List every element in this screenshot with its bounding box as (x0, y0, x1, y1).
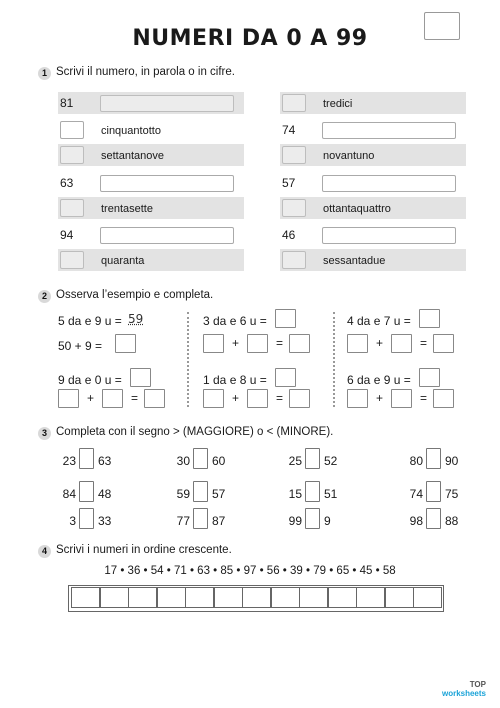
plus-sign: + (376, 391, 384, 405)
sum-answer-box[interactable] (115, 334, 136, 353)
tens-units-prompt: 4 da e 7 u = (347, 314, 411, 328)
right-number: 90 (445, 454, 459, 468)
left-number: 23 (62, 454, 76, 468)
right-number: 75 (445, 487, 459, 501)
ordering-cell[interactable] (328, 587, 357, 608)
number-digits: 63 (60, 176, 74, 190)
tens-units-prompt: 9 da e 0 u = (58, 373, 122, 387)
answer-row-band (280, 92, 466, 114)
tens-box[interactable] (203, 389, 224, 408)
word-answer-field[interactable] (322, 227, 456, 244)
right-number: 57 (212, 487, 226, 501)
digit-answer-box[interactable] (60, 251, 84, 269)
comparison-sign-box[interactable] (305, 508, 320, 529)
digit-answer-box[interactable] (282, 199, 306, 217)
digit-answer-box[interactable] (282, 146, 306, 164)
number-answer-box[interactable] (130, 368, 151, 387)
number-digits: 94 (60, 228, 74, 242)
digit-answer-box[interactable] (282, 251, 306, 269)
number-words: quaranta (101, 255, 145, 267)
equals-sign: = (420, 336, 428, 350)
exercise-4-instruction: Scrivi i numeri in ordine crescente. (56, 544, 232, 556)
ordering-cell[interactable] (157, 587, 186, 608)
tens-box[interactable] (347, 389, 368, 408)
example-sum: 50 + 9 = (58, 339, 103, 353)
left-number: 77 (176, 514, 190, 528)
exercise-2-instruction: Osserva l’esempio e completa. (56, 289, 214, 301)
left-number: 59 (176, 487, 190, 501)
exercise-1-number: 1 (38, 67, 51, 80)
result-box[interactable] (144, 389, 165, 408)
exercise-3-number: 3 (38, 427, 51, 440)
result-box[interactable] (433, 389, 454, 408)
ordering-cell[interactable] (299, 587, 328, 608)
number-digits: 46 (282, 228, 296, 242)
tens-units-prompt: 6 da e 9 u = (347, 373, 411, 387)
right-number: 87 (212, 514, 226, 528)
plus-sign: + (87, 391, 95, 405)
brand-logo (442, 680, 486, 698)
digit-answer-box[interactable] (60, 199, 84, 217)
comparison-sign-box[interactable] (79, 481, 94, 502)
ordering-cell[interactable] (356, 587, 385, 608)
plus-sign: + (232, 391, 240, 405)
comparison-sign-box[interactable] (79, 448, 94, 469)
right-number: 60 (212, 454, 226, 468)
comparison-sign-box[interactable] (426, 481, 441, 502)
comparison-sign-box[interactable] (193, 508, 208, 529)
number-answer-box[interactable] (419, 368, 440, 387)
right-number: 9 (324, 514, 331, 528)
page-title: NUMERI DA 0 A 99 (132, 26, 368, 51)
score-box[interactable] (424, 12, 460, 40)
plus-sign: + (376, 336, 384, 350)
left-number: 25 (288, 454, 302, 468)
digit-answer-box[interactable] (60, 146, 84, 164)
number-words: cinquantotto (101, 125, 161, 137)
equals-sign: = (131, 391, 139, 405)
units-box[interactable] (247, 389, 268, 408)
equals-sign: = (276, 391, 284, 405)
tens-units-prompt: 1 da e 8 u = (203, 373, 267, 387)
word-answer-field[interactable] (322, 122, 456, 139)
equals-sign: = (420, 391, 428, 405)
ordering-cell[interactable] (242, 587, 271, 608)
right-number: 63 (98, 454, 112, 468)
result-box[interactable] (289, 334, 310, 353)
word-answer-field[interactable] (322, 175, 456, 192)
left-number: 30 (176, 454, 190, 468)
units-box[interactable] (391, 334, 412, 353)
answer-row-band (58, 249, 244, 271)
number-sequence: 17 • 36 • 54 • 71 • 63 • 85 • 97 • 56 • 39 • 79 • 65 • 45 • 58 (104, 565, 396, 577)
tens-box[interactable] (347, 334, 368, 353)
number-digits: 57 (282, 176, 296, 190)
tens-box[interactable] (58, 389, 79, 408)
ordering-cell[interactable] (385, 587, 414, 608)
left-number: 80 (409, 454, 423, 468)
ordering-cell[interactable] (128, 587, 157, 608)
ordering-cell[interactable] (71, 587, 100, 608)
digit-answer-box[interactable] (60, 121, 84, 139)
exercise-1-instruction: Scrivi il numero, in parola o in cifre. (56, 66, 235, 78)
column-divider (333, 312, 335, 407)
result-box[interactable] (289, 389, 310, 408)
tens-box[interactable] (203, 334, 224, 353)
number-words: settantanove (101, 150, 164, 162)
comparison-sign-box[interactable] (426, 448, 441, 469)
number-words: sessantadue (323, 255, 386, 267)
right-number: 88 (445, 514, 459, 528)
word-answer-field[interactable] (100, 227, 234, 244)
ordering-cell[interactable] (100, 587, 129, 608)
comparison-sign-box[interactable] (193, 448, 208, 469)
exercise-2-number: 2 (38, 290, 51, 303)
comparison-sign-box[interactable] (305, 481, 320, 502)
number-answer-box[interactable] (275, 368, 296, 387)
left-number: 74 (409, 487, 423, 501)
right-number: 52 (324, 454, 338, 468)
example-answer: 59 (128, 312, 144, 326)
column-divider (187, 312, 189, 407)
logo-worksheets: worksheets (441, 689, 486, 698)
right-number: 51 (324, 487, 338, 501)
digit-answer-box[interactable] (282, 94, 306, 112)
tens-units-prompt: 3 da e 6 u = (203, 314, 267, 328)
number-words: ottantaquattro (323, 203, 391, 215)
number-digits: 74 (282, 123, 296, 137)
units-box[interactable] (102, 389, 123, 408)
comparison-sign-box[interactable] (193, 481, 208, 502)
units-box[interactable] (391, 389, 412, 408)
ordering-cell[interactable] (413, 587, 442, 608)
number-words: tredici (323, 98, 353, 110)
word-answer-field[interactable] (100, 95, 234, 112)
word-answer-field[interactable] (100, 175, 234, 192)
number-digits: 81 (60, 96, 74, 110)
comparison-sign-box[interactable] (426, 508, 441, 529)
ordering-cell[interactable] (214, 587, 243, 608)
left-number: 98 (409, 514, 423, 528)
comparison-sign-box[interactable] (79, 508, 94, 529)
left-number: 15 (288, 487, 302, 501)
number-words: novantuno (323, 150, 375, 162)
number-words: trentasette (101, 203, 153, 215)
right-number: 48 (98, 487, 112, 501)
left-number: 3 (69, 514, 76, 528)
units-box[interactable] (247, 334, 268, 353)
comparison-sign-box[interactable] (305, 448, 320, 469)
ordering-cell[interactable] (185, 587, 214, 608)
exercise-4-number: 4 (38, 545, 51, 558)
number-answer-box[interactable] (419, 309, 440, 328)
plus-sign: + (232, 336, 240, 350)
left-number: 99 (288, 514, 302, 528)
right-number: 33 (98, 514, 112, 528)
left-number: 84 (62, 487, 76, 501)
ordering-cell[interactable] (271, 587, 300, 608)
number-answer-box[interactable] (275, 309, 296, 328)
logo-top: TOP (469, 680, 486, 689)
equals-sign: = (276, 336, 284, 350)
result-box[interactable] (433, 334, 454, 353)
example-prompt: 5 da e 9 u = (58, 314, 122, 328)
exercise-3-instruction: Completa con il segno > (MAGGIORE) o < (MINORE). (56, 426, 334, 438)
